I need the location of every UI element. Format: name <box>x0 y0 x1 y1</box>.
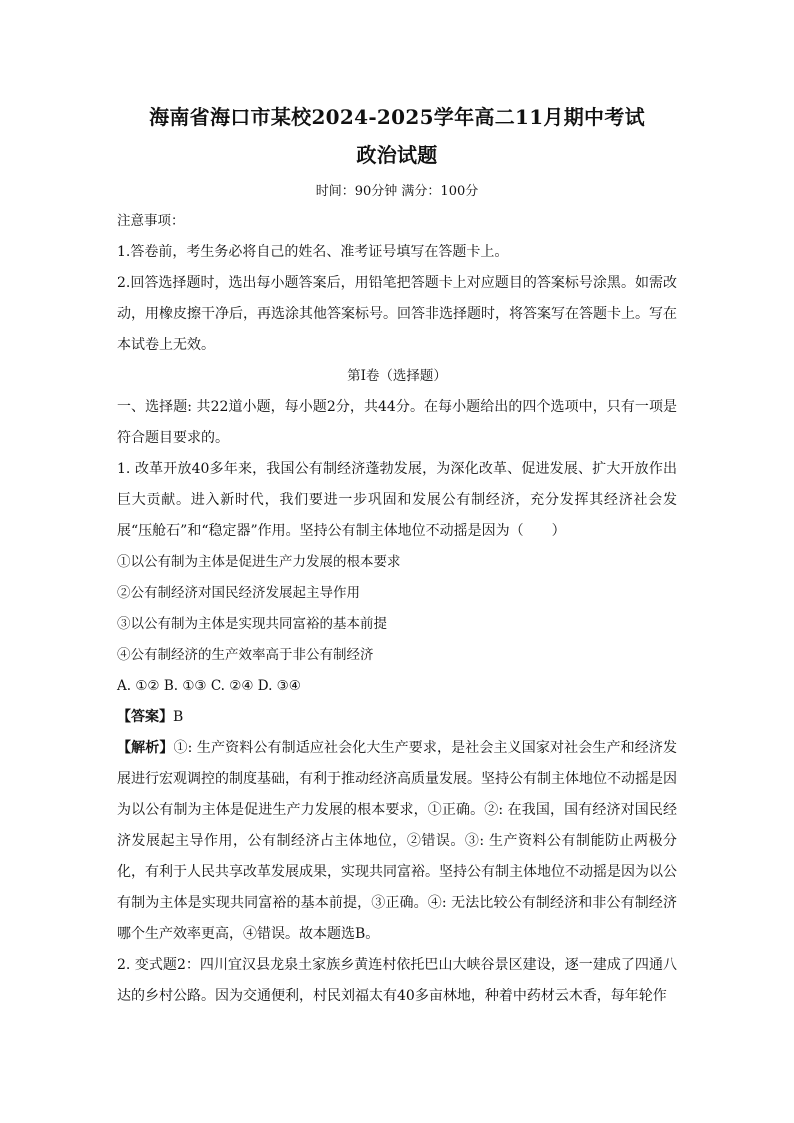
analysis-label: 【解析】 <box>117 740 174 756</box>
question-1-answer <box>117 702 677 733</box>
answer-label: 【答案】 <box>117 709 173 725</box>
answer-value: B <box>173 709 184 725</box>
question-1-choices: A. ①② B. ①③ C. ②④ D. ③④ <box>117 678 301 694</box>
document-page <box>117 100 677 1012</box>
notice-item-2: 2.回答选择题时，选出每小题答案后，用铅笔把答题卡上对应题目的答案标号涂黑。如需改动，用橡皮擦干净后，再选涂其他答案标号。回答非选择题时，将答案写在答题卡上。写在本试卷上无效。 <box>117 275 677 353</box>
question-1-option-2: ②公有制经济对国民经济发展起主导作用 <box>117 585 360 601</box>
question-1-analysis <box>117 733 677 950</box>
exam-meta: 时间：90分钟 满分：100分 <box>315 184 479 199</box>
question-1-option-1: ①以公有制为主体是促进生产力发展的根本要求 <box>117 554 401 570</box>
analysis-text: ①: 生产资料公有制适应社会化大生产要求，是社会主义国家对社会生产和经济发展进行宏观调控的制度基础，有利于推动经济高质量发展。坚持公有制主体地位不动摇是因为以公有制为主体是促进生产力发展的根本要求，①正确。②: 在我国，国有经济对国民经济发展起主导作用，公有制经济占主体地位，②错误。③: 生产资料公有制能防止两极分化，有利于人民共享改革发展成果，实现共同富裕。坚持公有制主体地位不动摇是因为以公有制为主体是实现共同富裕的基本前提，③正确。④: 无法比较公有制经济和非公有制经济哪个生产效率更高，④错误。故本题选B。 <box>117 740 677 942</box>
question-1-option-3: ③以公有制为主体是实现共同富裕的基本前提 <box>117 616 387 632</box>
notice-item-1: 1.答卷前，考生务必将自己的姓名、准考证号填写在答题卡上。 <box>117 244 509 260</box>
document-title: 海南省海口市某校2024-2025学年高二11月期中考试 <box>149 105 645 129</box>
notice-heading: 注意事项： <box>117 213 185 229</box>
question-1-stem: 1. 改革开放40多年来，我国公有制经济蓬勃发展，为深化改革、促进发展、扩大开放作出巨大贡献。进入新时代，我们要进一步巩固和发展公有制经济，充分发挥其经济社会发展“压舱石”和“稳定器”作用。坚持公有制主体地位不动摇是因为（ ） <box>117 461 677 539</box>
section-intro: 一、选择题: 共22道小题，每小题2分，共44分。在每小题给出的四个选项中，只有一项是符合题目要求的。 <box>117 399 677 446</box>
document-subtitle: 政治试题 <box>356 143 438 167</box>
question-2-stem: 2. 变式题2：四川宜汉县龙泉土家族乡黄连村依托巴山大峡谷景区建设，逐一建成了四通八达的乡村公路。因为交通便利，村民刘福太有40多亩林地，种着中药材云木香，每年轮作 <box>117 957 677 1004</box>
question-1-option-4: ④公有制经济的生产效率高于非公有制经济 <box>117 647 374 663</box>
section-title: 第Ⅰ卷（选择题） <box>347 368 447 384</box>
